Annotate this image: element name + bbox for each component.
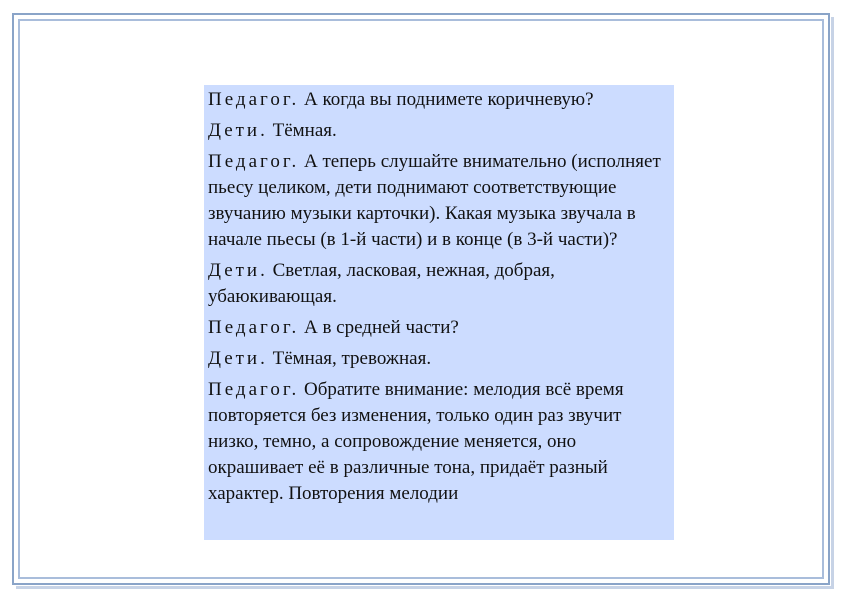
line-text: А когда вы поднимете коричневую?	[303, 89, 594, 110]
dialogue-line	[208, 258, 670, 310]
speaker-label: Дети.	[208, 120, 268, 141]
line-text: Светлая, ласковая, нежная, добрая, убаюкивающая.	[208, 260, 555, 307]
speaker-label: Педагог.	[208, 89, 300, 110]
line-text: Тёмная, тревожная.	[272, 348, 432, 369]
speaker-label: Педагог.	[208, 379, 300, 400]
dialogue-line	[208, 346, 670, 372]
dialogue-line	[208, 149, 670, 253]
dialogue-line	[208, 118, 670, 144]
line-text: А теперь слушайте внимательно (исполняет пьесу целиком, дети поднимают соответствующие звучанию музыки карточки). Какая музыка звучала в начале пьесы (в 1-й части) и в конце (в 3-й части)?	[208, 151, 661, 250]
speaker-label: Педагог.	[208, 317, 300, 338]
line-text: Тёмная.	[272, 120, 337, 141]
dialogue-line	[208, 377, 670, 507]
dialogue-text-block	[204, 85, 674, 540]
dialogue-line	[208, 87, 670, 113]
speaker-label: Дети.	[208, 260, 268, 281]
line-text: Обратите внимание: мелодия всё время повторяется без изменения, только один раз звучит низко, темно, а сопровождение меняется, оно окрашивает её в различные тона, придаёт разный характер. Повторения мелодии	[208, 379, 624, 504]
line-text: А в средней части?	[303, 317, 459, 338]
speaker-label: Педагог.	[208, 151, 300, 172]
dialogue-line	[208, 315, 670, 341]
speaker-label: Дети.	[208, 348, 268, 369]
